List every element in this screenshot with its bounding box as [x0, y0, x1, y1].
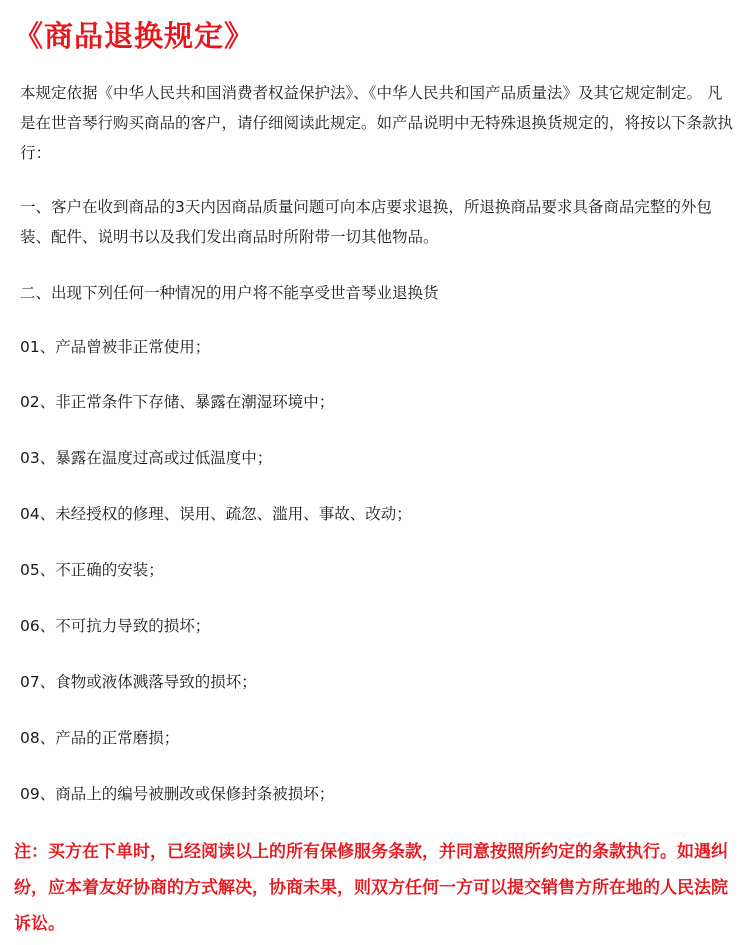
list-item: 07、食物或液体溅落导致的损坏； — [20, 673, 257, 691]
list-item: 01、产品曾被非正常使用； — [20, 338, 211, 356]
section-two-heading: 二、出现下列任何一种情况的用户将不能享受世音琴业退换货 — [20, 284, 439, 302]
list-item: 05、不正确的安装； — [20, 561, 164, 579]
section-one-paragraph: 一、客户在收到商品的3天内因商品质量问题可向本店要求退换，所退换商品要求具备商品完整的外包装、配件、说明书以及我们发出商品时所附带一切其他物品。 — [20, 198, 712, 246]
intro-paragraph: 本规定依据《中华人民共和国消费者权益保护法》、《中华人民共和国产品质量法》及其它规定制定。 凡是在世音琴行购买商品的客户，请仔细阅读此规定。如产品说明中无特殊退换货规定的，将按以下条款执行： — [20, 84, 734, 162]
list-item: 04、未经授权的修理、误用、疏忽、滥用、事故、改动； — [20, 505, 412, 523]
list-item: 03、暴露在温度过高或过低温度中； — [20, 449, 273, 467]
page-title: 《商品退换规定》 — [14, 19, 255, 53]
list-item: 09、商品上的编号被删改或保修封条被损坏； — [20, 785, 335, 803]
disclaimer-note: 注：买方在下单时，已经阅读以上的所有保修服务条款，并同意按照所约定的条款执行。如遇纠纷，应本着友好协商的方式解决，协商未果，则双方任何一方可以提交销售方所在地的人民法院诉讼。 — [14, 842, 728, 934]
list-item: 08、产品的正常磨损； — [20, 729, 180, 747]
list-item: 06、不可抗力导致的损坏； — [20, 617, 211, 635]
list-item: 02、非正常条件下存储、暴露在潮湿环境中； — [20, 393, 335, 411]
